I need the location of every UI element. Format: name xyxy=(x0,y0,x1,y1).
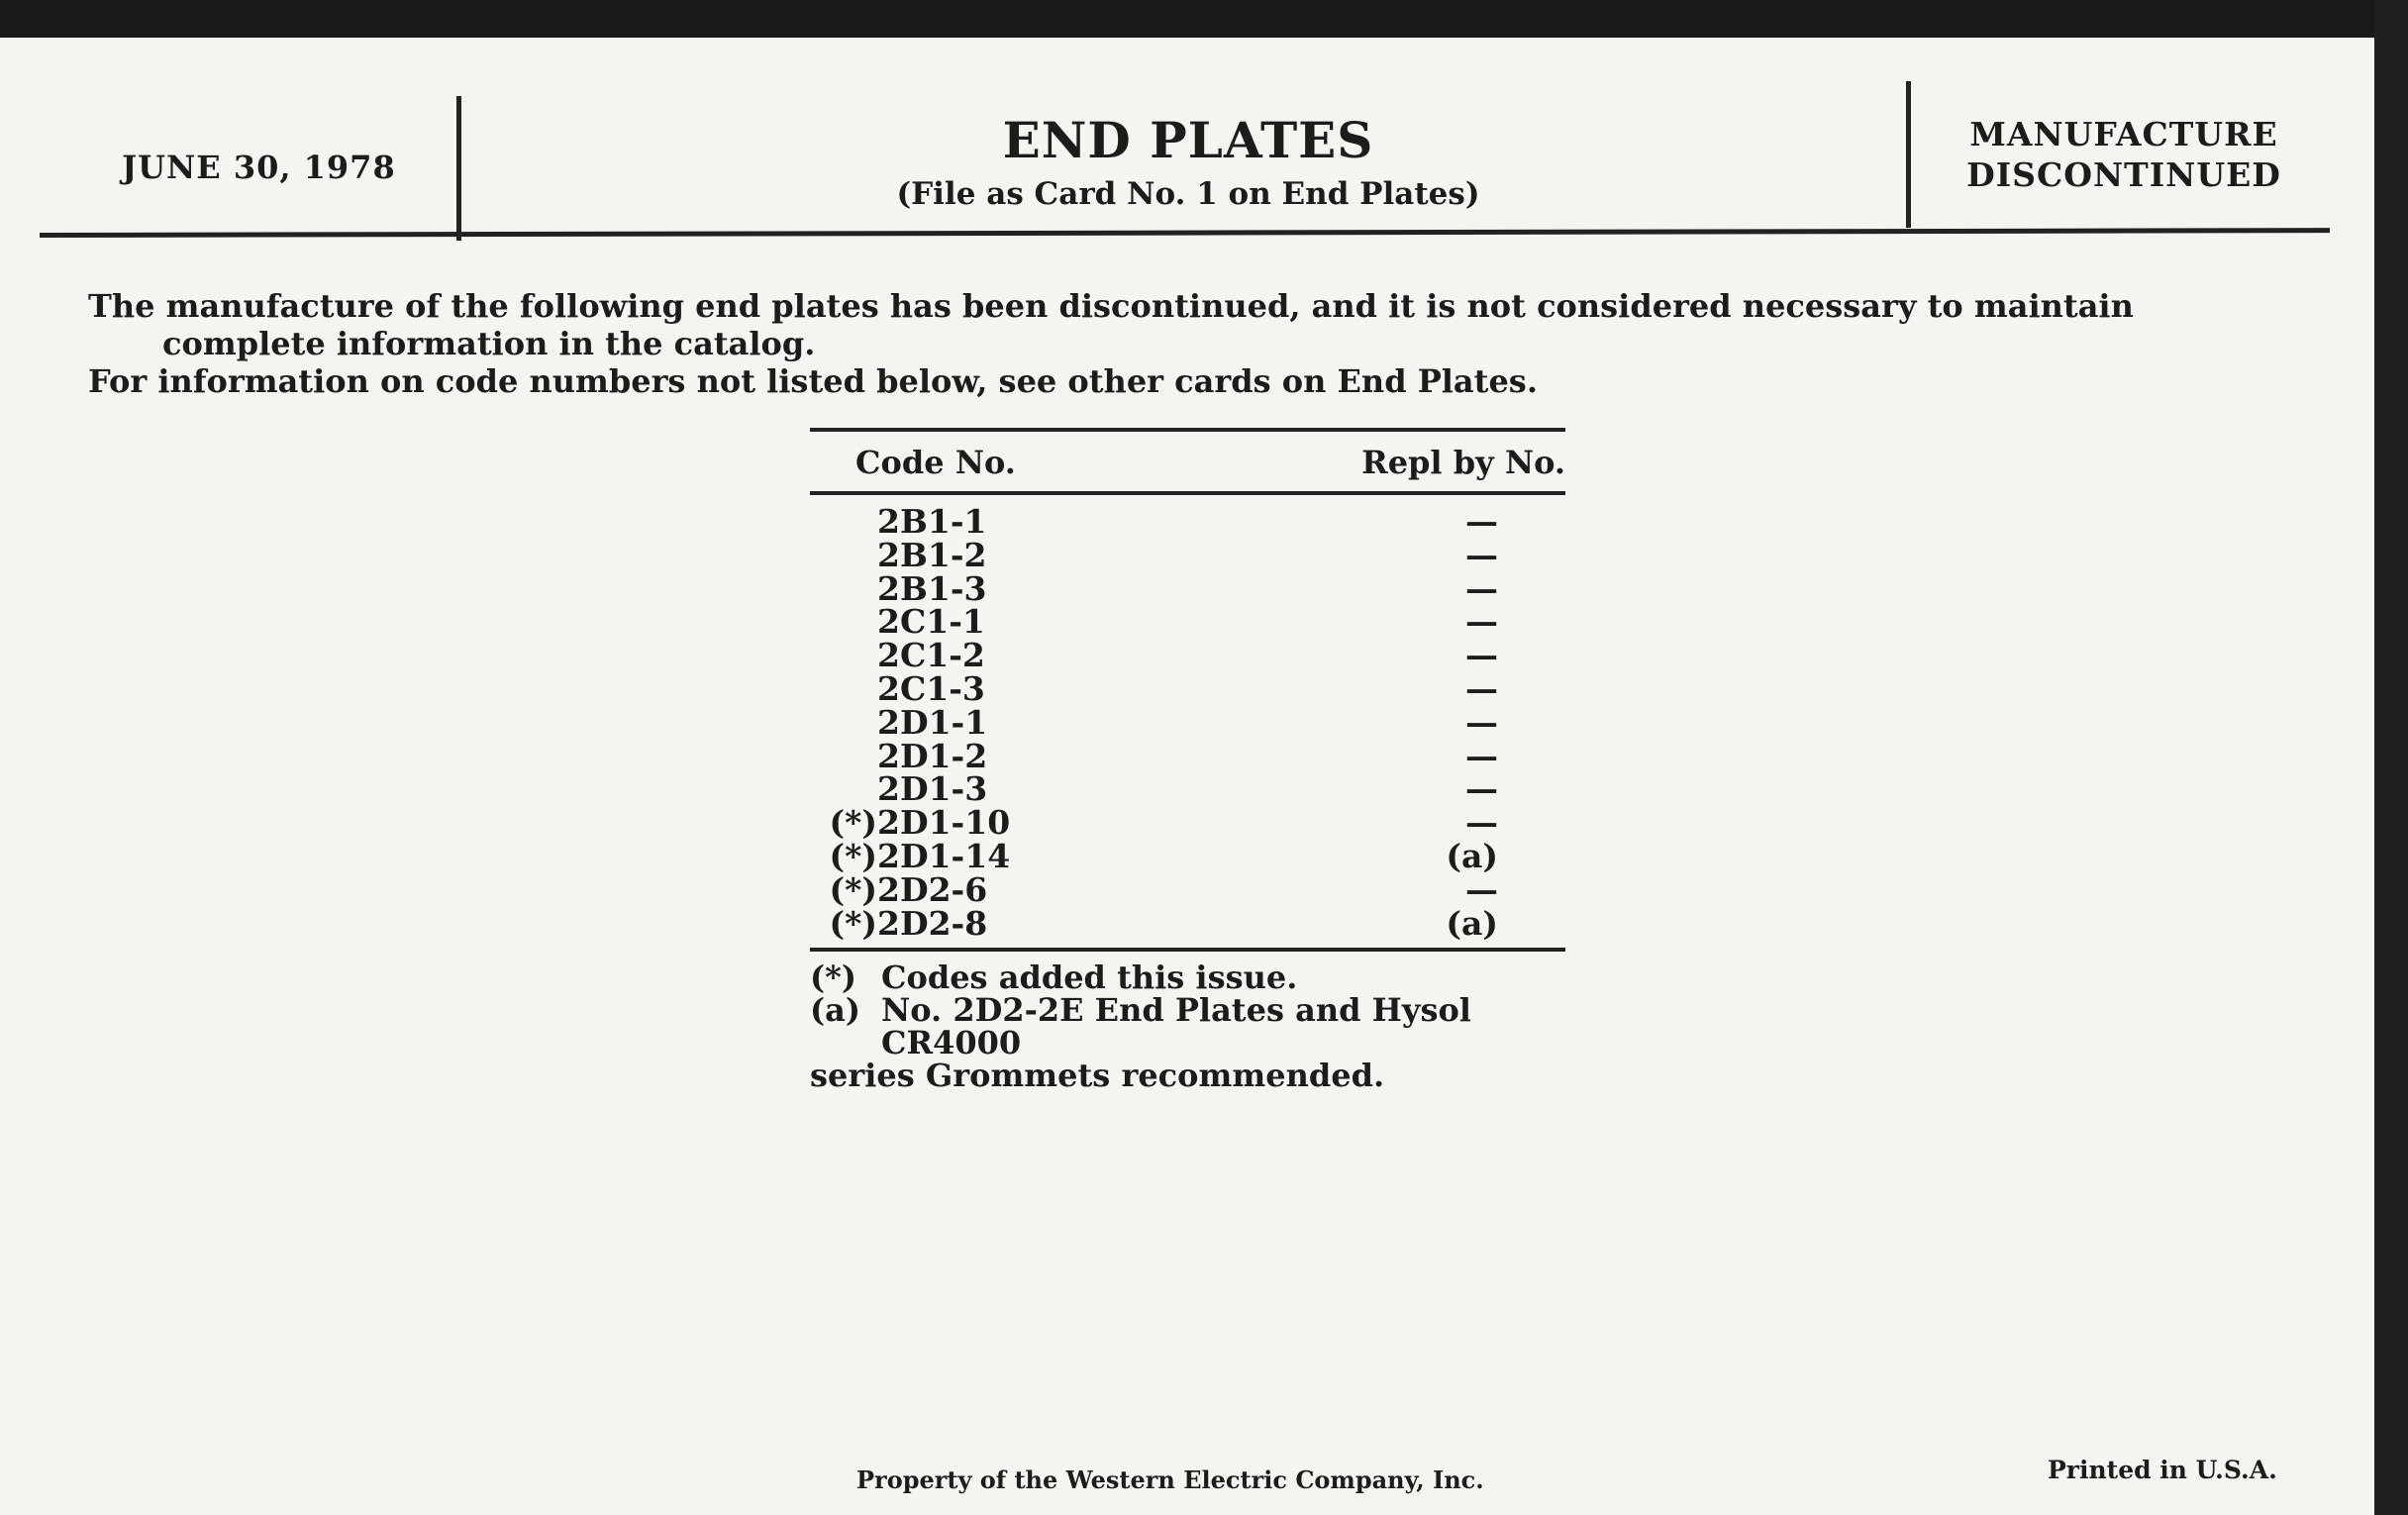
column-header-code: Code No. xyxy=(855,444,1016,481)
row-marker xyxy=(810,505,877,539)
note-text: Codes added this issue. xyxy=(881,959,1298,997)
header-divider-left xyxy=(456,96,461,241)
row-marker xyxy=(810,639,877,672)
header-divider-right xyxy=(1906,81,1911,228)
row-replacement: — xyxy=(1465,869,1498,909)
status-line-1: MANUFACTURE xyxy=(1969,115,2278,153)
row-code: 2D2-6 xyxy=(877,869,988,909)
note-text: No. 2D2-2E End Plates and Hysol CR4000 xyxy=(881,991,1471,1062)
scan-edge xyxy=(2374,0,2408,1515)
row-replacement: — xyxy=(1465,736,1498,775)
table-row xyxy=(810,636,1565,675)
row-marker: (*) xyxy=(829,869,877,909)
row-code: 2C1-1 xyxy=(877,602,985,642)
footer-printed: Printed in U.S.A. xyxy=(2048,1456,2277,1484)
note-mark: (*) xyxy=(810,959,857,997)
row-replacement: — xyxy=(1465,702,1498,742)
row-code: 2B1-3 xyxy=(877,568,987,608)
footer-property: Property of the Western Electric Company, Inc. xyxy=(856,1465,1484,1494)
table-row xyxy=(810,602,1565,642)
row-marker: (*) xyxy=(829,803,877,843)
row-marker xyxy=(810,772,877,806)
table-row xyxy=(810,702,1565,742)
table-row xyxy=(810,668,1565,708)
table-row xyxy=(810,836,1565,875)
intro-paragraph-2: For information on code numbers not listed below, see other cards on End Plates. xyxy=(88,362,1538,400)
note-replacement-continued: series Grommets recommended. xyxy=(810,1057,1385,1095)
page-subtitle: (File as Card No. 1 on End Plates) xyxy=(896,176,1480,212)
row-replacement: (a) xyxy=(1446,903,1498,943)
code-table xyxy=(810,428,1565,1095)
row-code: 2D1-10 xyxy=(877,803,1011,843)
row-code: 2C1-3 xyxy=(877,668,985,708)
row-code: 2D1-3 xyxy=(877,769,988,809)
row-marker xyxy=(810,539,877,572)
table-row xyxy=(810,769,1565,809)
row-replacement: — xyxy=(1465,803,1498,843)
issue-date: JUNE 30, 1978 xyxy=(122,149,396,186)
row-replacement: — xyxy=(1465,668,1498,708)
row-code: 2C1-2 xyxy=(877,636,985,675)
intro-text xyxy=(88,287,2286,400)
intro-paragraph-1: The manufacture of the following end plates has been discontinued, and it is not considered necessary to maintain complete information in the catalog. xyxy=(88,287,2134,362)
table-header xyxy=(810,432,1565,491)
column-header-repl: Repl by No. xyxy=(1361,444,1565,481)
row-code: 2D1-1 xyxy=(877,702,988,742)
row-marker: (*) xyxy=(829,836,877,875)
page-title: END PLATES xyxy=(1002,111,1374,169)
row-code: 2B1-2 xyxy=(877,535,987,574)
table-body xyxy=(810,495,1565,948)
row-marker xyxy=(810,672,877,706)
table-row xyxy=(810,568,1565,608)
row-marker xyxy=(810,706,877,740)
table-notes xyxy=(810,952,1565,1095)
table-row xyxy=(810,869,1565,909)
table-row xyxy=(810,803,1565,843)
note-replacement xyxy=(810,991,1565,1062)
row-marker xyxy=(810,740,877,773)
row-replacement: (a) xyxy=(1446,836,1498,875)
row-marker xyxy=(810,572,877,606)
table-row xyxy=(810,736,1565,775)
row-replacement: — xyxy=(1465,568,1498,608)
status-label xyxy=(1931,114,2317,195)
row-replacement: — xyxy=(1465,535,1498,574)
row-code: 2B1-1 xyxy=(877,502,987,541)
note-mark: (a) xyxy=(810,991,861,1030)
row-code: 2D1-14 xyxy=(877,836,1011,875)
row-replacement: — xyxy=(1465,769,1498,809)
status-line-2: DISCONTINUED xyxy=(1966,155,2281,194)
row-code: 2D1-2 xyxy=(877,736,988,775)
row-marker: (*) xyxy=(829,903,877,943)
row-replacement: — xyxy=(1465,502,1498,541)
note-added-codes xyxy=(810,959,1565,997)
table-row xyxy=(810,903,1565,943)
row-marker xyxy=(810,605,877,639)
row-replacement: — xyxy=(1465,636,1498,675)
table-row xyxy=(810,502,1565,541)
table-row xyxy=(810,535,1565,574)
row-code: 2D2-8 xyxy=(877,903,988,943)
row-replacement: — xyxy=(1465,602,1498,642)
